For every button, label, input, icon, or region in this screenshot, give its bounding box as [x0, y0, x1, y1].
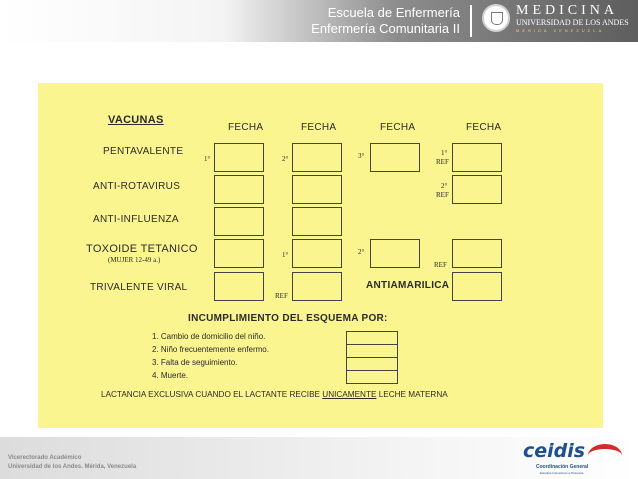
footer-university: Universidad de los Andes. Mérida, Venezuela [8, 464, 137, 470]
lactancia-pre: LACTANCIA EXCLUSIVA CUANDO EL LACTANTE RECIBE [101, 390, 323, 399]
reason-3: 3. Falta de seguimiento. [152, 358, 238, 367]
row-label-trivalente: TRIVALENTE VIRAL [90, 282, 188, 293]
ceidis-subtitle-2: Estudios Interactivos a Distancia [540, 471, 584, 475]
fecha-header-1: FECHA [228, 122, 264, 133]
ref-mark-4: REF [275, 292, 288, 300]
ceidis-logo: ceidis [523, 440, 586, 462]
reason-box-2[interactable] [346, 344, 398, 358]
date-box-toxoide-2[interactable] [292, 239, 342, 268]
dose-mark-2: 2° [282, 155, 289, 163]
reason-2: 2. Niño frecuentemente enfermo. [152, 345, 269, 354]
date-box-pentavalente-1[interactable] [214, 143, 264, 172]
fecha-header-2: FECHA [301, 122, 337, 133]
dose-mark-t2: 2° [358, 248, 365, 256]
ceidis-swoosh-icon [588, 444, 622, 467]
lactancia-emph: UNICAMENTE [322, 390, 377, 399]
lactancia-post: LECHE MATERNA [376, 390, 448, 399]
vaccination-card [38, 83, 603, 428]
faculty-name: MEDICINA [516, 3, 618, 18]
ref-mark-1: REF [436, 158, 449, 166]
date-box-rotavirus-ref[interactable] [452, 175, 502, 204]
row-label-toxoide: TOXOIDE TETANICO [86, 243, 198, 255]
dose-mark-1: 1° [204, 155, 211, 163]
row-label-influenza: ANTI-INFLUENZA [93, 214, 179, 225]
dose-mark-r2: 2° [441, 182, 448, 190]
incumplimiento-title: INCUMPLIMIENTO DEL ESQUEMA POR: [188, 313, 388, 324]
vacunas-header: VACUNAS [108, 114, 164, 126]
header-course: Enfermería Comunitaria II [311, 21, 460, 36]
fecha-header-3: FECHA [380, 122, 416, 133]
reason-box-3[interactable] [346, 357, 398, 371]
row-label-pentavalente: PENTAVALENTE [103, 146, 184, 157]
reason-4: 4. Muerte. [152, 371, 189, 380]
date-box-pentavalente-ref[interactable] [452, 143, 502, 172]
row-label-rotavirus: ANTI-ROTAVIRUS [93, 181, 181, 192]
dose-mark-3: 3° [358, 152, 365, 160]
header-banner [0, 0, 638, 42]
footer-vicerectorado: Vicerectorado Académico [8, 455, 82, 461]
date-box-rotavirus-2[interactable] [292, 175, 342, 204]
reason-box-4[interactable] [346, 370, 398, 384]
ref-mark-3: REF [434, 261, 447, 269]
dose-mark-t1: 1° [282, 251, 289, 259]
ref-mark-2: REF [436, 191, 449, 199]
date-box-pentavalente-2[interactable] [292, 143, 342, 172]
university-seal-icon [482, 4, 510, 32]
university-city: MÉRIDA VENEZUELA [516, 28, 605, 33]
date-box-antiamarilica[interactable] [452, 272, 502, 301]
date-box-trivalente-1[interactable] [214, 272, 264, 301]
lactancia-note [101, 390, 448, 399]
ceidis-subtitle: Coordinación General [536, 464, 589, 470]
dose-mark-r1: 1° [441, 149, 448, 157]
date-box-rotavirus-1[interactable] [214, 175, 264, 204]
date-box-toxoide-1[interactable] [214, 239, 264, 268]
date-box-trivalente-ref[interactable] [292, 272, 342, 301]
date-box-toxoide-3[interactable] [370, 239, 420, 268]
reason-box-1[interactable] [346, 331, 398, 345]
header-title [311, 5, 460, 37]
date-box-pentavalente-3[interactable] [370, 143, 420, 172]
date-box-toxoide-ref[interactable] [452, 239, 502, 268]
header-school: Escuela de Enfermería [327, 5, 460, 20]
fecha-header-4: FECHA [466, 122, 502, 133]
row-note-toxoide: (MUJER 12-49 a.) [108, 256, 161, 264]
university-name: UNIVERSIDAD DE LOS ANDES [516, 18, 629, 27]
date-box-influenza-2[interactable] [292, 207, 342, 236]
row-label-antiamarilica: ANTIAMARILICA [366, 280, 450, 291]
date-box-influenza-1[interactable] [214, 207, 264, 236]
header-divider [470, 5, 472, 37]
reason-1: 1. Cambio de domicilio del niño. [152, 332, 266, 341]
